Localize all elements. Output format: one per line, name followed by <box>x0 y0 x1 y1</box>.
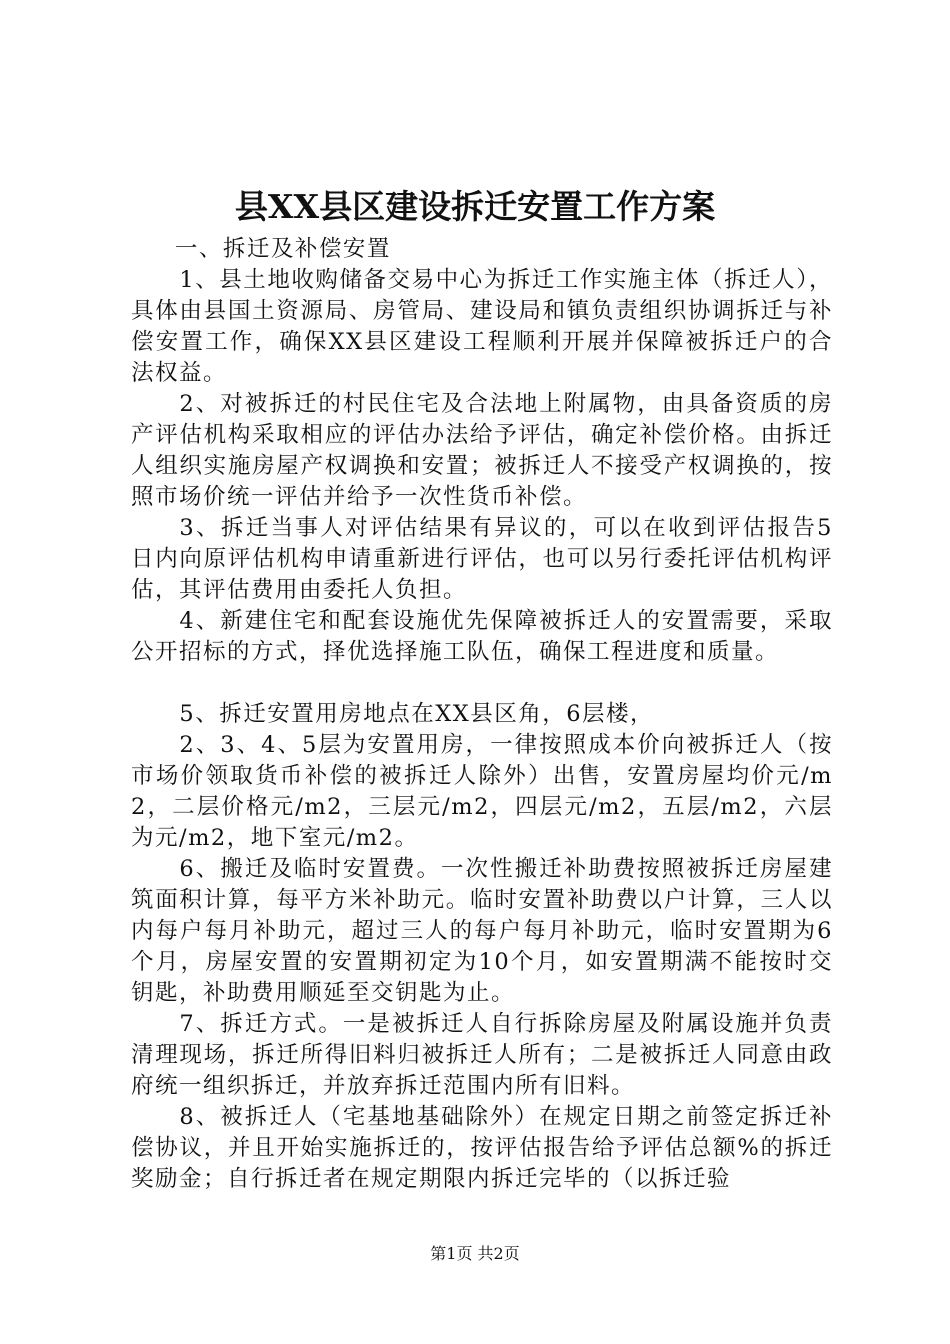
document-title: 县XX县区建设拆迁安置工作方案 <box>234 187 716 226</box>
paragraph-4: 4、新建住宅和配套设施优先保障被拆迁人的安置需要，采取公开招标的方式，择优选择施工队伍，确保工程进度和质量。 <box>131 608 833 665</box>
document-body <box>131 234 833 1195</box>
paragraph-1: 1、县土地收购储备交易中心为拆迁工作实施主体（拆迁人），具体由县国土资源局、房管局、建设局和镇负责组织协调拆迁与补偿安置工作，确保XX县区建设工程顺利开展并保障被拆迁户的合法权益。 <box>131 267 833 386</box>
page-number-label: 第1页 共2页 <box>430 1244 520 1263</box>
paragraph-5: 5、拆迁安置用房地点在XX县区角，6层楼， <box>179 701 655 727</box>
paragraph-6: 6、搬迁及临时安置费。一次性搬迁补助费按照被拆迁房屋建筑面积计算，每平方米补助元。临时安置补助费以户计算，三人以内每户每月补助元，超过三人的每户每月补助元，临时安置期为6个月，房屋安置的安置期初定为10个月，如安置期满不能按时交钥匙，补助费用顺延至交钥匙为止。 <box>131 856 833 1006</box>
paragraph-3: 3、拆迁当事人对评估结果有异议的，可以在收到评估报告5日内向原评估机构申请重新进行评估，也可以另行委托评估机构评估，其评估费用由委托人负担。 <box>131 515 833 603</box>
paragraph-5-continued: 2、3、4、5层为安置用房，一律按照成本价向被拆迁人（按市场价领取货币补偿的被拆迁人除外）出售，安置房屋均价元/m2，二层价格元/m2，三层元/m2，四层元/m2，五层/m2，六层为元/m2，地下室元/m2。 <box>131 732 833 851</box>
paragraph-2: 2、对被拆迁的村民住宅及合法地上附属物，由具备资质的房产评估机构采取相应的评估办法给予评估，确定补偿价格。由拆迁人组织实施房屋产权调换和安置；被拆迁人不接受产权调换的，按照市场价统一评估并给予一次性货币补偿。 <box>131 391 833 510</box>
page-footer <box>0 1243 950 1265</box>
section-heading: 一、拆迁及补偿安置 <box>174 236 391 262</box>
paragraph-gap <box>131 668 833 699</box>
paragraph-7: 7、拆迁方式。一是被拆迁人自行拆除房屋及附属设施并负责清理现场，拆迁所得旧料归被拆迁人所有；二是被拆迁人同意由政府统一组织拆迁，并放弃拆迁范围内所有旧料。 <box>131 1011 833 1099</box>
paragraph-8: 8、被拆迁人（宅基地基础除外）在规定日期之前签定拆迁补偿协议，并且开始实施拆迁的，按评估报告给予评估总额%的拆迁奖励金；自行拆迁者在规定期限内拆迁完毕的（以拆迁验 <box>131 1104 833 1192</box>
